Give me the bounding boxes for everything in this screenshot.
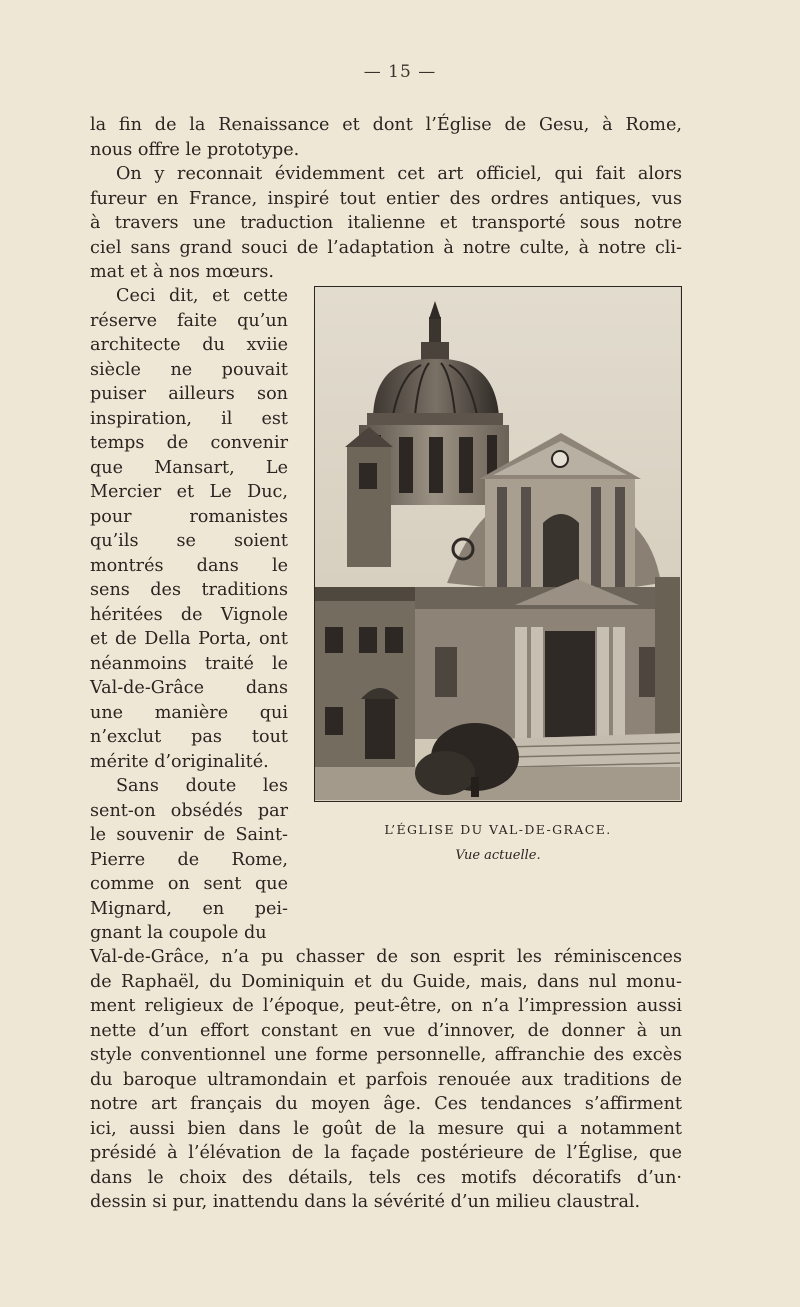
paragraph-4-full — [90, 945, 682, 1215]
text-line: à travers une traduction italienne et transporté sous notre — [90, 213, 682, 233]
paragraph-1 — [90, 113, 682, 162]
text-line: et de Della Porta, ont — [90, 629, 288, 649]
text-line: comme on sent que — [90, 874, 288, 894]
text-line: fureur en France, inspiré tout entier des ordres antiques, vus — [90, 188, 682, 209]
church-illustration — [315, 287, 680, 800]
text-line: Val-de-Grâce dans — [90, 678, 288, 698]
text-line: siècle ne pouvait — [90, 359, 288, 380]
figure-subcaption: Vue actuelle. — [455, 848, 541, 863]
text-line: ment religieux de l’époque, peut-être, on n’a l’impression aussi — [90, 996, 682, 1016]
text-line: le souvenir de Saint- — [90, 825, 288, 845]
text-line: ici, aussi bien dans le goût de la mesure qui a notamment — [90, 1118, 682, 1139]
text-line: nette d’un effort constant en vue d’innover, de donner à un — [90, 1020, 682, 1041]
text-line: sent-on obsédés par — [90, 800, 288, 821]
page-number: — 15 — — [363, 62, 437, 82]
text-line: mat et à nos mœurs. — [90, 262, 274, 282]
text-line: On y reconnait évidemment cet art officiel, qui fait alors — [116, 164, 682, 184]
text-line: architecte du xviie — [90, 335, 288, 355]
text-line: Sans doute les — [116, 776, 288, 796]
text-line: gnant la coupole du — [90, 923, 267, 943]
text-line: Val-de-Grâce, n’a pu chasser de son esprit les réminiscences — [90, 947, 682, 967]
text-line: une manière qui — [90, 702, 288, 723]
text-line: la fin de la Renaissance et dont l’Église de Gesu, à Rome, — [90, 115, 682, 135]
text-line: Mercier et Le Duc, — [90, 482, 288, 502]
text-line: style conventionnel une forme personnelle, affranchie des excès — [90, 1045, 682, 1065]
text-line: réserve faite qu’un — [90, 310, 288, 331]
text-line: nous offre le prototype. — [90, 139, 300, 160]
text-line: que Mansart, Le — [90, 457, 288, 478]
paragraph-3 — [90, 284, 288, 774]
text-line: Ceci dit, et cette — [116, 286, 288, 306]
text-line: puiser ailleurs son — [90, 384, 288, 404]
text-line: qu’ils se soient — [90, 531, 288, 551]
text-line: sens des traditions — [90, 580, 288, 600]
text-line: héritées de Vignole — [90, 604, 288, 625]
text-line: néanmoins traité le — [90, 653, 288, 674]
text-line: de Raphaël, du Dominiquin et du Guide, mais, dans nul monu- — [90, 971, 682, 992]
text-line: du baroque ultramondain et parfois renouée aux traditions de — [90, 1069, 682, 1090]
paragraph-4-side — [90, 774, 288, 946]
text-line: mérite d’originalité. — [90, 751, 269, 772]
text-line: notre art français du moyen âge. Ces tendances s’affirment — [90, 1094, 682, 1114]
church-photograph — [314, 286, 682, 802]
text-line: inspiration, il est — [90, 408, 288, 429]
figure-caption: L’ÉGLISE DU VAL-DE-GRACE. — [384, 822, 612, 837]
text-line: Pierre de Rome, — [90, 849, 288, 870]
text-line: présidé à l’élévation de la façade postérieure de l’Église, que — [90, 1143, 682, 1163]
text-line: temps de convenir — [90, 433, 288, 453]
text-line: dessin si pur, inattendu dans la sévérité d’un milieu claustral. — [90, 1192, 641, 1212]
text-line: montrés dans le — [90, 555, 288, 576]
text-line: ciel sans grand souci de l’adaptation à notre culte, à notre cli- — [90, 237, 682, 258]
text-line: dans le choix des détails, tels ces motifs décoratifs d’un· — [90, 1167, 682, 1188]
text-line: Mignard, en pei- — [90, 898, 288, 919]
text-line: pour romanistes — [90, 506, 288, 527]
text-line: n’exclut pas tout — [90, 727, 288, 747]
paragraph-2 — [90, 162, 682, 285]
